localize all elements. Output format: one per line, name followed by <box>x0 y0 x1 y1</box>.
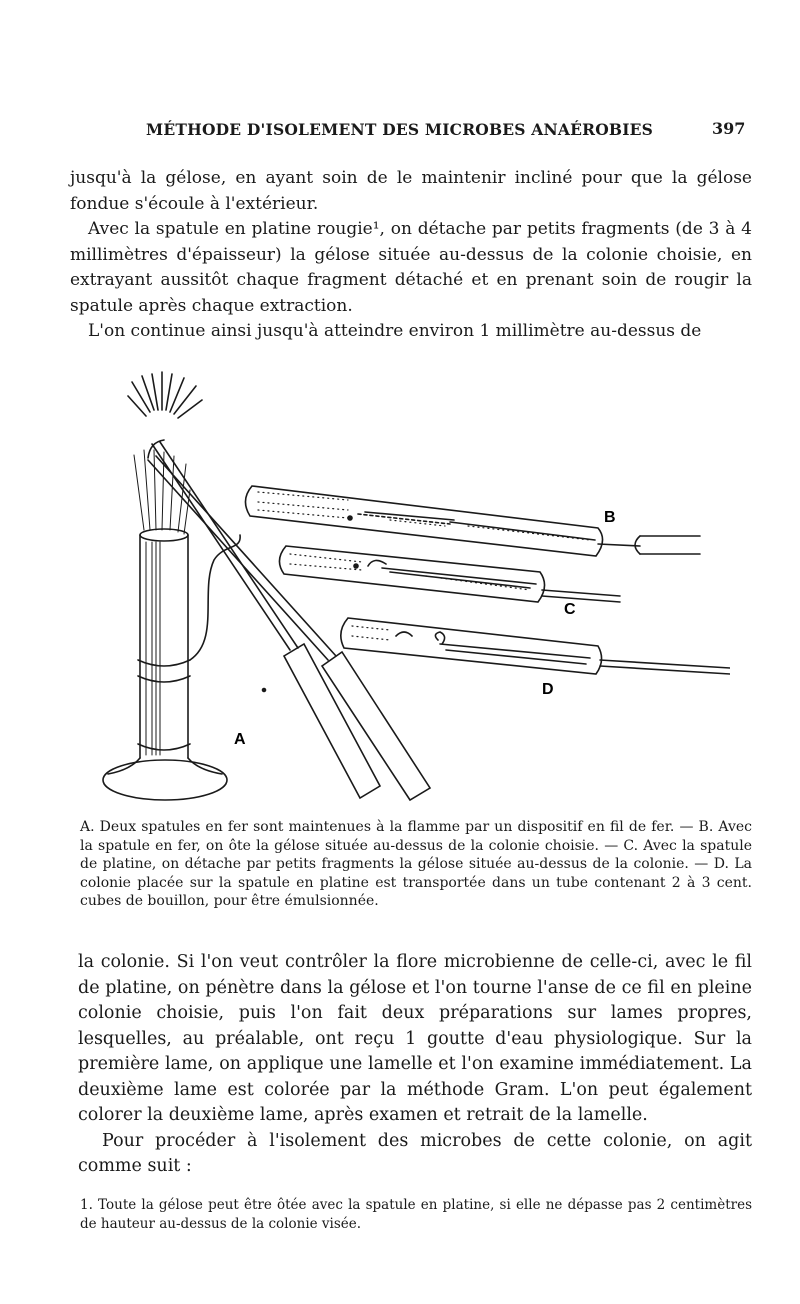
tube-b-icon <box>245 486 700 556</box>
figure-label-b: B <box>604 509 616 526</box>
flame-rays-icon <box>128 372 202 418</box>
burner-icon <box>103 450 240 800</box>
figure-drawing <box>90 360 730 820</box>
tube-d-icon <box>341 618 730 674</box>
running-title: MÉTHODE D'ISOLEMENT DES MICROBES ANAÉROBIES <box>146 120 654 139</box>
paragraph-isolement: Pour procéder à l'isolement des microbes de cette colonie, on agit comme suit : <box>78 1130 752 1176</box>
figure-label-c: C <box>564 601 576 618</box>
body-text-bottom <box>78 950 752 1180</box>
paragraph-colonie: la colonie. Si l'on veut contrôler la flore microbienne de celle-ci, avec le fil de platine, on pénètre dans la gélose et l'on tourne l'anse de ce fil en pleine colonie choisie, puis l'on fait deux préparations sur lames propres, lesquelles, au préalable, ont reçu 1 goutte d'eau physiologique. Sur la première lame, on applique une lamelle et l'on examine immédiatement. La deuxième lame est colorée par la méthode Gram. L'on peut également colorer la deuxième lame, après examen et retrait de la lamelle. <box>78 952 752 1125</box>
paragraph-continue: L'on continue ainsi jusqu'à atteindre environ 1 millimètre au-dessus de <box>88 321 702 341</box>
paragraph-continuation: jusqu'à la gélose, en ayant soin de le maintenir incliné pour que la gélose fondue s'écoule à l'extérieur. <box>70 168 752 214</box>
figure-caption: A. Deux spatules en fer sont maintenues à la flamme par un dispositif en fil de fer. — B. Avec la spatule en fer, on ôte la gélose située au-dessus de la colonie choisie. — C. Avec la spatule de platine, on détache par petits fragments la gélose située au-dessus de la colonie. — D. La colonie placée sur la spatule en platine est transportée dans un tube contenant 2 à 3 cent. cubes de bouillon, pour être émulsionnée. <box>80 819 752 909</box>
footnote: 1. Toute la gélose peut être ôtée avec la spatule en platine, si elle ne dépasse pas 2 centimètres de hauteur au-dessus de la colonie visée. <box>80 1197 752 1232</box>
figure-label-d: D <box>542 681 554 698</box>
paragraph-spatule: Avec la spatule en platine rougie¹, on détache par petits fragments (de 3 à 4 millimètres d'épaisseur) la gélose située au-dessus de la colonie choisie, en extrayant aussitôt chaque fragment détaché et en prenant soin de rougir la spatule après chaque extraction. <box>70 219 752 316</box>
tube-c-icon <box>279 546 620 602</box>
body-text-top <box>70 166 752 345</box>
page-header <box>0 116 800 146</box>
figure-illustration <box>90 360 730 820</box>
figure-label-a: A <box>234 731 246 748</box>
spatule-icon <box>148 440 430 800</box>
page-number: 397 <box>712 119 746 138</box>
